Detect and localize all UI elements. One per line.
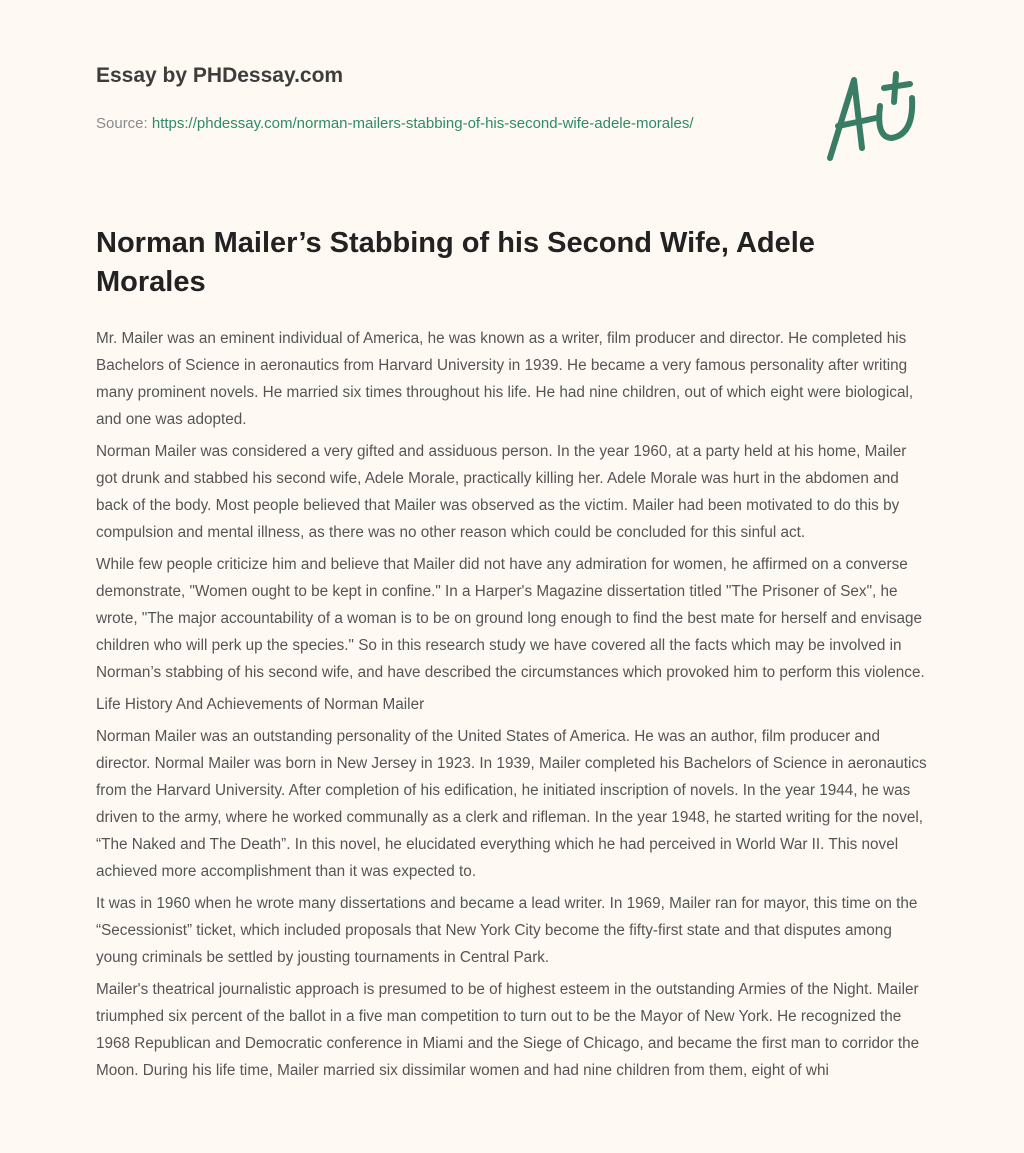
site-title: Essay by PHDessay.com: [96, 64, 344, 87]
source-label: Source:: [96, 115, 148, 132]
paragraph: Mr. Mailer was an eminent individual of America, he was known as a writer, film producer and director. He completed his Bachelors of Science in aeronautics from Harvard University in 1939. He became a very famous personality after writing many prominent novels. He married six times throughout his life. He had nine children, out of which eight were biological, and one was adopted.: [96, 330, 914, 428]
article-body: [96, 325, 930, 1089]
paragraph: It was in 1960 when he wrote many dissertations and became a lead writer. In 1969, Mailer ran for mayor, this time on the “Secessionist” ticket, which included proposals that New York City become the fifty-first state and that disputes among young criminals be settled by jousting tournaments in Central Park.: [96, 895, 918, 966]
paragraph: Norman Mailer was considered a very gifted and assiduous person. In the year 1960, at a party held at his home, Mailer got drunk and stabbed his second wife, Adele Morale, practically killing her. Adele Morale was hurt in the abdomen and back of the body. Most people believed that Mailer was observed as the victim. Mailer had been motivated to do this by compulsion and mental illness, as there was no other reason which could be concluded for this sinful act.: [96, 443, 907, 541]
paragraph: Norman Mailer was an outstanding personality of the United States of America. He was an author, film producer and director. Normal Mailer was born in New Jersey in 1923. In 1939, Mailer completed his Bachelors of Science in aeronautics from the Harvard University. After completion of his edification, he initiated inscription of novels. In the year 1944, he was driven to the army, where he worked communally as a clerk and rifleman. In the year 1948, he started writing for the novel, “The Naked and The Death”. In this novel, he elucidated everything which he had perceived in World War II. This novel achieved more accomplishment than it was expected to.: [96, 728, 927, 880]
source-line: [96, 112, 736, 136]
source-link[interactable]: https://phdessay.com/norman-mailers-stabbing-of-his-second-wife-adele-morales/: [151, 115, 694, 132]
paragraph: Mailer's theatrical journalistic approach is presumed to be of highest esteem in the outstanding Armies of the Night. Mailer triumphed six percent of the ballot in a five man competition to turn out to be the Mayor of New York. He recognized the 1968 Republican and Democratic conference in Miami and the Siege of Chicago, and became the first man to corridor the Moon. During his life time, Mailer married six dissimilar women and had nine children from them, eight of whi: [96, 981, 920, 1079]
section-heading: Life History And Achievements of Norman Mailer: [96, 696, 425, 713]
a-plus-logo-icon: [818, 68, 928, 168]
paragraph: While few people criticize him and believe that Mailer did not have any admiration for women, he affirmed on a converse demonstrate, "Women ought to be kept in confine." In a Harper's Magazine dissertation titled "The Prisoner of Sex", he wrote, "The major accountability of a woman is to be on ground long enough to find the best mate for herself and envisage children who will perk up the species." So in this research study we have covered all the facts which may be involved in Norman’s stabbing of his second wife, and have described the circumstances which provoked him to perform this violence.: [96, 556, 925, 681]
article-title: Norman Mailer’s Stabbing of his Second Wife, Adele Morales: [96, 227, 815, 298]
